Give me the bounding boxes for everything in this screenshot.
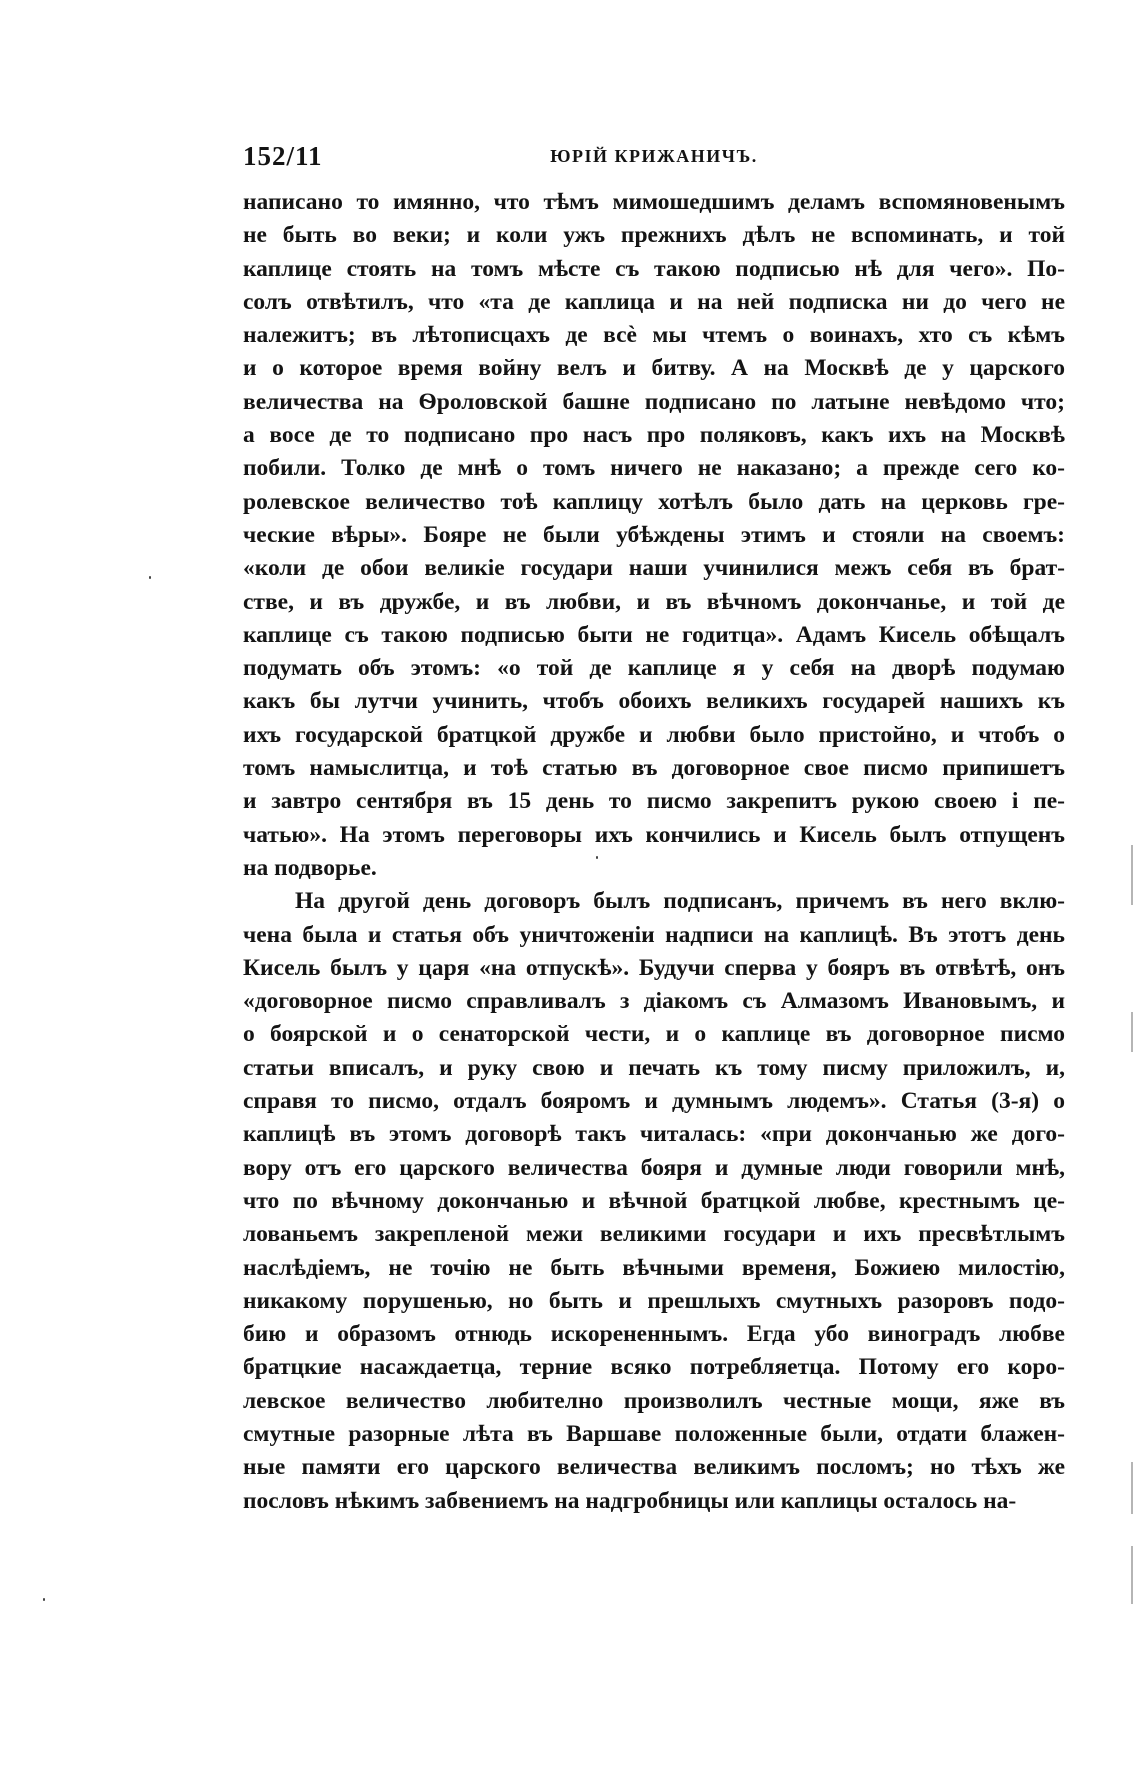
text-line: «договорное писмо справливалъ з діакомъ съ Алмазомъ Ивановымъ, и	[243, 988, 1065, 1015]
scan-speck	[149, 576, 151, 579]
text-line: каплице съ такою подписью быти не годитца». Адамъ Кисель обѣщалъ	[243, 621, 1065, 648]
text-line: солъ отвѣтилъ, что «та де каплица и на ней подписка ни до чего не	[243, 288, 1065, 315]
text-line: пословъ нѣкимъ забвениемъ на надгробницы или каплицы осталось на-	[243, 1487, 1017, 1514]
scan-edge-mark	[1131, 845, 1133, 905]
text-line: какъ бы лутчи учинить, чтобъ обоихъ великихъ государей нашихъ къ	[243, 688, 1065, 715]
text-line: ные памяти его царского величества великимъ посломъ; но тѣхъ же	[243, 1454, 1065, 1481]
text-line: справя то писмо, отдалъ бояромъ и думнымъ людемъ». Статья (3-я) о	[243, 1088, 1065, 1115]
text-line: на подворье.	[243, 854, 377, 881]
text-line: побили. Толко де мнѣ о томъ ничего не наказано; а прежде сего ко-	[243, 455, 1065, 482]
text-line: бию и образомъ отнюдь искорененнымъ. Егда убо виноградъ любве	[243, 1321, 1065, 1348]
text-line: подумать объ этомъ: «о той де каплице я у себя на дворѣ подумаю	[243, 655, 1065, 682]
text-line: братцкие насаждаетца, терние всяко потребляетца. Потому его коро-	[243, 1354, 1065, 1381]
text-line: левское величество любително произволилъ честные мощи, яже въ	[243, 1387, 1065, 1414]
text-line: статьи вписалъ, и руку свою и печать къ тому писму приложилъ, и,	[243, 1054, 1065, 1081]
text-line: лованьемъ закрепленой межи великими государи и ихъ пресвѣтлымъ	[243, 1221, 1065, 1248]
running-head	[243, 139, 1065, 173]
text-line: томъ намыслитца, и тоѣ статью въ договорное свое писмо припишетъ	[243, 755, 1065, 782]
text-line: чена была и статья объ уничтоженіи надписи на каплицѣ. Въ этотъ день	[243, 921, 1065, 948]
text-line: написано то имянно, что тѣмъ мимошедшимъ деламъ вспомяновенымъ	[243, 189, 1065, 215]
text-line: каплице стоять на томъ мѣсте съ такою подписью нѣ для чего». По-	[243, 255, 1065, 282]
text-line: стве, и въ дружбе, и въ любви, и въ вѣчномъ докончанье, и той де	[243, 588, 1065, 615]
text-line: и о которое время войну велъ и битву. А на Москвѣ де у царского	[243, 355, 1065, 382]
scan-edge-mark	[1131, 1462, 1133, 1514]
text-line: ихъ государской братцкой дружбе и любви было пристойно, и чтобъ о	[243, 721, 1065, 748]
scan-speck	[596, 856, 598, 859]
text-line: а восе де то подписано про насъ про поляковъ, какъ ихъ на Москвѣ	[243, 422, 1065, 449]
text-line: никакому порушенью, но быть и прешлыхъ смутныхъ разоровъ подо-	[243, 1287, 1065, 1314]
text-line: На другой день договоръ былъ подписанъ, причемъ въ него вклю-	[295, 888, 1065, 915]
text-line: належитъ; въ лѣтописцахъ де всѐ мы чтемъ о воинахъ, хто съ кѣмъ	[243, 322, 1065, 349]
page-number: 152/11	[243, 141, 323, 171]
text-line: не быть во веки; и коли ужъ прежнихъ дѣлъ не вспоминать, и той	[243, 222, 1065, 249]
text-line: ческие вѣры». Бояре не были убѣждены этимъ и стояли на своемъ:	[243, 521, 1065, 548]
body-text	[243, 186, 1065, 1518]
text-line: чатью». На этомъ переговоры ихъ кончились и Кисель былъ отпущенъ	[243, 821, 1065, 848]
text-line: и завтро сентября въ 15 день то писмо закрепитъ рукою своею і пе-	[243, 788, 1065, 815]
text-line: Кисель былъ у царя «на отпускѣ». Будучи сперва у бояръ въ отвѣтѣ, онъ	[243, 954, 1065, 981]
text-line: «коли де обои великіе государи наши учинилися межъ себя въ брат-	[243, 555, 1065, 582]
text-line: наслѣдіемъ, не точію не быть вѣчными временя, Божиею милостію,	[243, 1254, 1065, 1281]
scan-edge-mark	[1131, 1546, 1133, 1604]
text-line: величества на Ѳроловской башне подписано по латыне невѣдомо что;	[243, 388, 1065, 415]
running-title: ЮРІЙ КРИЖАНИЧЪ.	[550, 146, 758, 166]
text-line: ролевское величество тоѣ каплицу хотѣлъ было дать на церковь гре-	[243, 488, 1065, 515]
paragraph	[243, 186, 1065, 885]
text-line: что по вѣчному докончанью и вѣчной братцкой любве, крестнымъ це-	[243, 1187, 1065, 1214]
text-line: вору отъ его царского величества бояря и думные люди говорили мнѣ,	[243, 1154, 1065, 1181]
scan-edge-mark	[1131, 1012, 1133, 1052]
scan-speck	[43, 1598, 45, 1601]
text-line: о боярской и о сенаторской чести, и о каплице въ договорное писмо	[243, 1021, 1065, 1048]
paragraph	[243, 885, 1065, 1518]
text-line: смутные разорные лѣта въ Варшаве положенные были, отдати блажен-	[243, 1420, 1065, 1447]
text-line: каплицѣ въ этомъ договорѣ такъ читалась: «при докончанью же дого-	[243, 1121, 1065, 1148]
